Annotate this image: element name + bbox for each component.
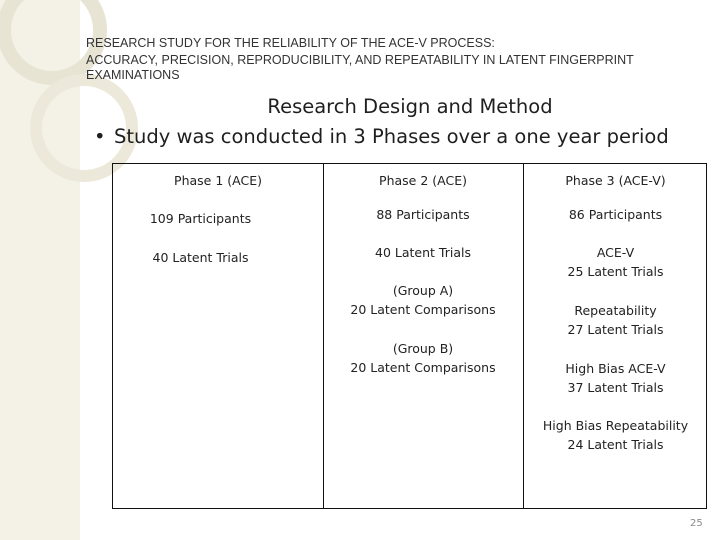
phase2-trials: 40 Latent Trials <box>375 245 471 260</box>
phase3-acev-value: 25 Latent Trials <box>567 264 664 279</box>
bullet-item <box>94 125 669 148</box>
phase1-participants: 109 Participants <box>149 211 252 226</box>
slide-title <box>86 36 686 83</box>
phase3-high-bias-repeatability-value: 24 Latent Trials <box>567 437 664 452</box>
bullet-text: Study was conducted in 3 Phases over a one year period <box>114 125 669 148</box>
phase1-title: Phase 1 (ACE) <box>174 173 262 188</box>
phase1-trials: 40 Latent Trials <box>152 250 249 265</box>
phase3-repeatability-label: Repeatability <box>574 303 657 318</box>
phase2-group-a-label: (Group A) <box>392 283 454 298</box>
phase3-acev-label: ACE-V <box>596 245 635 260</box>
bullet-dot-icon: • <box>94 125 106 148</box>
phase3-high-bias-value: 37 Latent Trials <box>567 380 664 395</box>
phase3-high-bias-label: High Bias ACE-V <box>565 361 666 376</box>
phase3-repeatability-value: 27 Latent Trials <box>567 322 664 337</box>
page-number: 25 <box>690 518 703 529</box>
phase3-high-bias-repeatability-label: High Bias Repeatability <box>542 418 689 433</box>
section-heading: Research Design and Method <box>267 95 553 118</box>
phase2-title: Phase 2 (ACE) <box>379 173 467 188</box>
phase3-participants: 86 Participants <box>568 207 663 222</box>
phases-table <box>112 163 707 509</box>
phase2-participants: 88 Participants <box>376 207 470 222</box>
slide-title-line2: ACCURACY, PRECISION, REPRODUCIBILITY, AND REPEATABILITY IN LATENT FINGERPRINT EXAMINATIONS <box>86 53 634 82</box>
phase2-group-b-label: (Group B) <box>392 341 454 356</box>
phase3-title: Phase 3 (ACE-V) <box>565 173 666 188</box>
phase2-group-b-value: 20 Latent Comparisons <box>350 360 496 375</box>
slide-title-line1: RESEARCH STUDY FOR THE RELIABILITY OF THE ACE-V PROCESS: <box>86 36 495 50</box>
phase2-group-a-value: 20 Latent Comparisons <box>350 302 496 317</box>
